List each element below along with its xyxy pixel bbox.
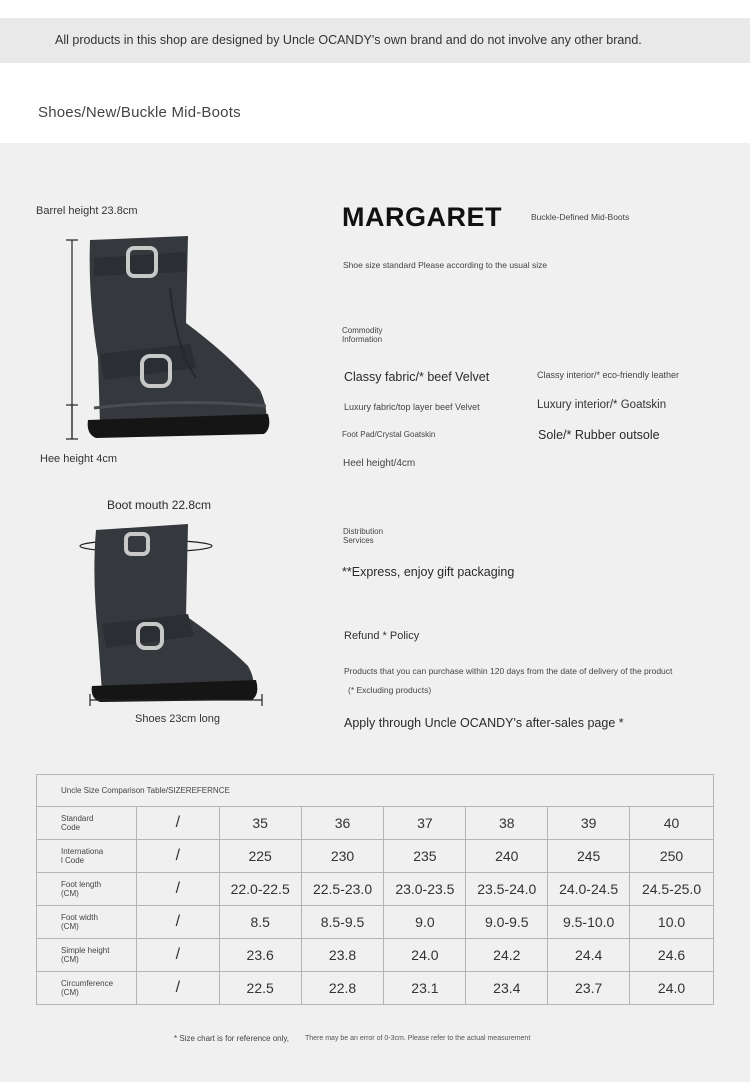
attr-interior: Classy interior/* eco-friendly leather [537,370,680,380]
product-subtitle: Buckle-Defined Mid-Boots [531,212,630,222]
table-cell: 245 [548,840,630,873]
refund-exclusion: (* Excluding products) [348,685,432,695]
table-row [37,906,714,939]
table-cell: 10.0 [630,906,714,939]
table-cell: 22.5 [219,972,301,1005]
table-cell: 9.5-10.0 [548,906,630,939]
row-label: Standard Code [37,807,137,840]
table-row [37,807,714,840]
row-slash: / [136,906,219,939]
table-cell: 250 [630,840,714,873]
top-strip [0,0,750,18]
table-title-row [37,775,714,807]
size-comparison-table [36,774,714,1005]
table-row [37,873,714,906]
table-row [37,939,714,972]
barrel-height-label: Barrel height 23.8cm [36,205,138,217]
row-label: Internationa l Code [37,840,137,873]
footnote-reference: * Size chart is for reference only, [174,1034,290,1043]
shoe-length-label: Shoes 23cm long [135,713,220,725]
attr-interior-luxury: Luxury interior/* Goatskin [537,399,667,411]
table-cell: 8.5 [219,906,301,939]
heel-height-label: Hee height 4cm [40,453,118,465]
row-label: Circumference (CM) [37,972,137,1005]
distribution-label-1: Distribution [343,527,384,536]
table-cell: 23.7 [548,972,630,1005]
table-cell: 235 [384,840,466,873]
attr-fabric: Classy fabric/* beef Velvet [344,370,490,384]
boot-mouth-label: Boot mouth 22.8cm [107,498,212,512]
table-cell: 22.5-23.0 [301,873,384,906]
brand-notice-bar [0,18,750,63]
size-table-title: Uncle Size Comparison Table/SIZEREFERNCE [37,775,714,807]
table-cell: 24.5-25.0 [630,873,714,906]
table-cell: 24.4 [548,939,630,972]
express-service: **Express, enjoy gift packaging [342,565,515,579]
attr-fabric-luxury: Luxury fabric/top layer beef Velvet [344,402,480,412]
attr-foot-pad: Foot Pad/Crystal Goatskin [342,430,436,439]
table-cell: 35 [219,807,301,840]
product-name: MARGARET [342,202,502,232]
boot-side-view-image [60,228,275,448]
table-row [37,840,714,873]
refund-title: Refund * Policy [344,630,420,642]
boot-front-view-image [76,516,276,710]
attr-heel-height: Heel height/4cm [343,458,416,469]
table-cell: 23.0-23.5 [384,873,466,906]
table-cell: 23.5-24.0 [466,873,548,906]
commodity-label-1: Commodity [342,326,383,335]
brand-notice-text: All products in this shop are designed by Uncle OCANDY's own brand and do not involve any other brand. [55,33,642,47]
breadcrumb-bar [0,63,750,143]
table-cell: 37 [384,807,466,840]
table-cell: 36 [301,807,384,840]
row-label: Foot length (CM) [37,873,137,906]
table-cell: 23.6 [219,939,301,972]
table-cell: 9.0 [384,906,466,939]
table-cell: 23.8 [301,939,384,972]
table-cell: 24.0-24.5 [548,873,630,906]
table-cell: 40 [630,807,714,840]
commodity-label-2: Information [342,335,383,344]
table-cell: 22.8 [301,972,384,1005]
table-row [37,972,714,1005]
table-cell: 24.0 [384,939,466,972]
table-cell: 230 [301,840,384,873]
breadcrumb[interactable]: Shoes/New/Buckle Mid-Boots [38,104,241,121]
table-cell: 24.6 [630,939,714,972]
footnote-error-margin: There may be an error of 0-3cm. Please refer to the actual measurement [305,1035,531,1042]
refund-apply: Apply through Uncle OCANDY's after-sales page * [344,716,624,730]
table-cell: 22.0-22.5 [219,873,301,906]
table-cell: 23.1 [384,972,466,1005]
table-cell: 24.2 [466,939,548,972]
row-slash: / [136,873,219,906]
row-label: Foot width (CM) [37,906,137,939]
distribution-label-2: Services [343,536,374,545]
table-cell: 23.4 [466,972,548,1005]
table-cell: 8.5-9.5 [301,906,384,939]
table-cell: 225 [219,840,301,873]
table-cell: 38 [466,807,548,840]
refund-text: Products that you can purchase within 120 days from the date of delivery of the product [344,666,673,676]
table-cell: 39 [548,807,630,840]
size-standard-note: Shoe size standard Please according to the usual size [343,260,548,270]
table-cell: 240 [466,840,548,873]
row-slash: / [136,939,219,972]
row-label: Simple height (CM) [37,939,137,972]
row-slash: / [136,807,219,840]
attr-sole: Sole/* Rubber outsole [538,428,660,442]
row-slash: / [136,972,219,1005]
table-cell: 9.0-9.5 [466,906,548,939]
row-slash: / [136,840,219,873]
table-cell: 24.0 [630,972,714,1005]
